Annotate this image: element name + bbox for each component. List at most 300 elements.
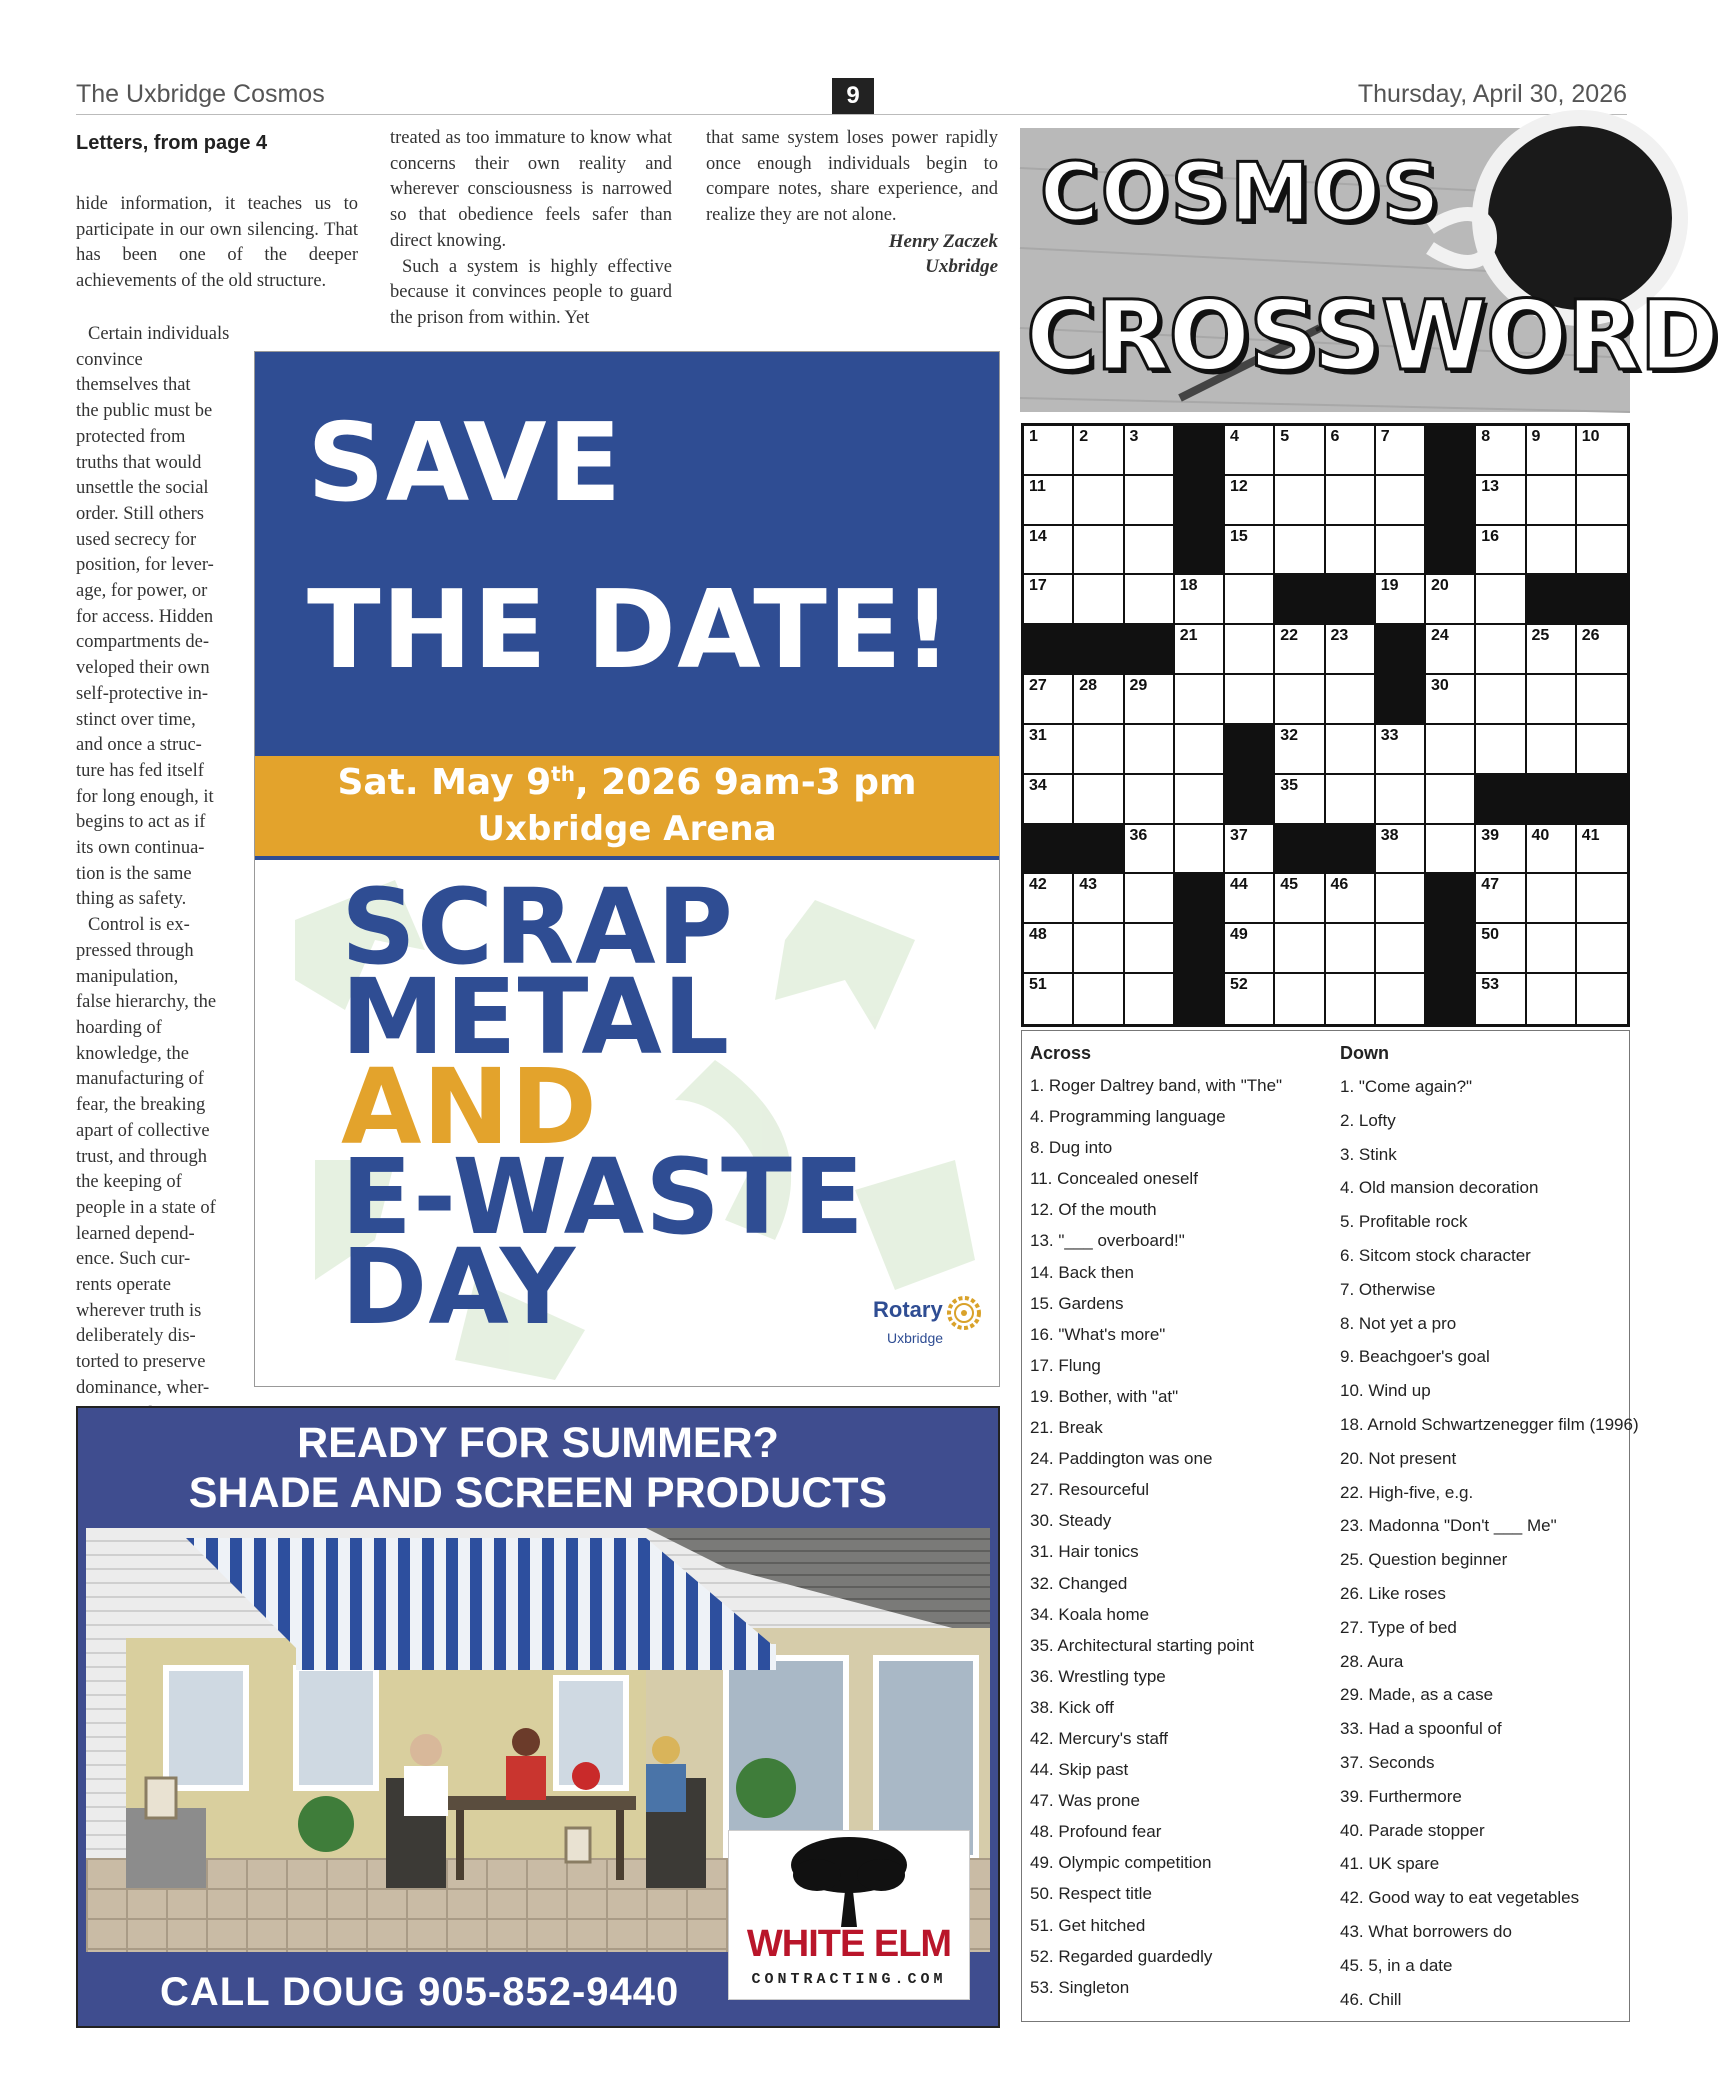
crossword-cell[interactable]: [1426, 575, 1476, 625]
letters-line: begins to act as if: [76, 812, 206, 833]
letters-line: stinct over time,: [76, 709, 196, 730]
cell-number: 44: [1230, 876, 1248, 894]
crossword-cell[interactable]: [1376, 526, 1426, 576]
crossword-cell[interactable]: [1577, 426, 1627, 476]
crossword-cell[interactable]: [1125, 825, 1175, 875]
crossword-cell[interactable]: [1225, 874, 1275, 924]
crossword-block: [1175, 874, 1225, 924]
cell-number: 6: [1330, 428, 1340, 445]
cell-number: 12: [1230, 477, 1248, 495]
crossword-cell[interactable]: [1476, 526, 1526, 576]
crossword-cell[interactable]: [1275, 775, 1325, 825]
letters-line: pressed through: [76, 940, 194, 961]
cell-number: 11: [1029, 477, 1046, 495]
sponsor-name: Rotary: [873, 1297, 943, 1323]
crossword-cell[interactable]: [1426, 625, 1476, 675]
down-clue: 8. Not yet a pro: [1340, 1313, 1457, 1333]
crossword-cell[interactable]: [1326, 974, 1376, 1024]
crossword-cell[interactable]: [1476, 974, 1526, 1024]
across-clue: 48. Profound fear: [1030, 1822, 1162, 1842]
crossword-block: [1225, 775, 1275, 825]
crossword-cell[interactable]: [1275, 974, 1325, 1024]
cell-number: 32: [1280, 726, 1299, 744]
down-clue: 39. Furthermore: [1340, 1786, 1462, 1806]
crossword-cell[interactable]: [1275, 874, 1325, 924]
crossword-block: [1024, 825, 1074, 875]
cell-number: 26: [1581, 627, 1600, 645]
across-clue: 32. Changed: [1030, 1573, 1128, 1593]
crossword-cell[interactable]: [1527, 675, 1577, 725]
letters-line: order. Still others: [76, 503, 204, 524]
crossword-cell[interactable]: [1577, 974, 1627, 1024]
crossword-cell[interactable]: [1376, 874, 1426, 924]
down-clue: 18. Arnold Schwartzenegger film (1996): [1340, 1414, 1639, 1434]
crossword-cell[interactable]: [1275, 625, 1325, 675]
logo-subtitle: CONTRACTING.COM: [751, 1971, 947, 1988]
across-clue: 52. Regarded guardedly: [1030, 1946, 1213, 1966]
letters-line: manipulation,: [76, 966, 179, 987]
cell-number: 53: [1481, 976, 1500, 994]
crossword-cell[interactable]: [1074, 526, 1124, 576]
crossword-cell[interactable]: [1426, 725, 1476, 775]
letters-line: truths that would: [76, 452, 202, 473]
cell-number: 22: [1280, 627, 1299, 645]
crossword-cell[interactable]: [1225, 625, 1275, 675]
crossword-cell[interactable]: [1125, 675, 1175, 725]
crossword-block: [1577, 775, 1627, 825]
crossword-block: [1577, 575, 1627, 625]
crossword-block: [1426, 526, 1476, 576]
crossword-block: [1125, 625, 1175, 675]
crossword-cell[interactable]: [1225, 426, 1275, 476]
cell-number: 7: [1380, 428, 1390, 445]
across-clue: 4. Programming language: [1030, 1107, 1226, 1127]
down-clue: 41. UK spare: [1340, 1854, 1440, 1874]
crossword-cell[interactable]: [1577, 725, 1627, 775]
cell-number: 43: [1079, 876, 1098, 894]
cell-number: 52: [1230, 976, 1248, 994]
crossword-cell[interactable]: [1275, 675, 1325, 725]
crossword-cell[interactable]: [1225, 526, 1275, 576]
event-name-line: SCRAP: [341, 866, 735, 988]
letters-line: learned depend-: [76, 1223, 195, 1244]
crossword-cell[interactable]: [1577, 625, 1627, 675]
crossword-cell[interactable]: [1426, 825, 1476, 875]
letters-line: Control is ex-: [88, 915, 190, 936]
crossword-cell[interactable]: [1376, 426, 1426, 476]
crossword-block: [1426, 974, 1476, 1024]
crossword-block: [1326, 575, 1376, 625]
crossword-cell[interactable]: [1175, 625, 1225, 675]
headline-line: SHADE AND SCREEN PRODUCTS: [188, 1469, 888, 1517]
crossword-cell[interactable]: [1326, 924, 1376, 974]
letters-line: its own continua-: [76, 838, 205, 859]
call-doug-phone[interactable]: CALL DOUG 905-852-9440: [160, 1970, 680, 2014]
letters-paragraph: that same system loses power rapidly once enough individuals begin to compare notes, share experience, and realize they are not alone.: [706, 128, 998, 226]
letters-paragraph: hide information, it teaches us to participate in our own silencing. That has been one of the deeper achievements of the old structure.: [76, 194, 358, 292]
crossword-cell[interactable]: [1527, 526, 1577, 576]
crossword-cell[interactable]: [1275, 526, 1325, 576]
down-clue: 26. Like roses: [1340, 1583, 1446, 1603]
crossword-cell[interactable]: [1476, 924, 1526, 974]
save-the-date-ad[interactable]: [254, 351, 1000, 1387]
crossword-cell[interactable]: [1024, 874, 1074, 924]
cell-number: 51: [1029, 976, 1047, 994]
letters-paragraph: Such a system is highly effective because it convinces people to guard the prison from within. Yet: [390, 256, 672, 328]
rotary-logo: [873, 1296, 983, 1346]
crossword-cell[interactable]: [1175, 775, 1225, 825]
letters-line: the keeping of: [76, 1172, 182, 1193]
crossword-cell[interactable]: [1275, 924, 1325, 974]
across-clue: 51. Get hitched: [1030, 1915, 1146, 1935]
crossword-cell[interactable]: [1175, 825, 1225, 875]
letters-line: ence. Such cur-: [76, 1249, 191, 1270]
rotary-wheel-icon: [947, 1296, 981, 1330]
cell-number: 28: [1079, 677, 1098, 695]
crossword-cell[interactable]: [1125, 426, 1175, 476]
crossword-block: [1175, 526, 1225, 576]
crossword-cell[interactable]: [1074, 775, 1124, 825]
across-clue: 11. Concealed oneself: [1030, 1169, 1198, 1189]
down-clues: [1340, 1043, 1639, 2016]
crossword-cell[interactable]: [1024, 775, 1074, 825]
crossword-cell[interactable]: [1476, 725, 1526, 775]
crossword-cell[interactable]: [1074, 476, 1124, 526]
crossword-cell[interactable]: [1225, 575, 1275, 625]
crossword-cell[interactable]: [1326, 526, 1376, 576]
cell-number: 36: [1129, 826, 1148, 844]
across-clue: 12. Of the mouth: [1030, 1200, 1157, 1220]
crossword-cell[interactable]: [1024, 476, 1074, 526]
across-clue: 35. Architectural starting point: [1030, 1635, 1254, 1655]
crossword-cell[interactable]: [1577, 924, 1627, 974]
crossword-block: [1426, 924, 1476, 974]
cell-number: 34: [1029, 776, 1047, 794]
white-elm-logo: [728, 1830, 970, 2000]
crossword-cell[interactable]: [1024, 675, 1074, 725]
crossword-cell[interactable]: [1225, 825, 1275, 875]
across-clue: 47. Was prone: [1030, 1791, 1140, 1811]
down-clue: 10. Wind up: [1340, 1381, 1431, 1401]
letters-col3: [706, 126, 998, 279]
crossword-block: [1275, 575, 1325, 625]
crossword-cell[interactable]: [1326, 476, 1376, 526]
crossword-cell[interactable]: [1527, 625, 1577, 675]
crossword-clues: [1021, 1030, 1639, 2022]
crossword-cell[interactable]: [1175, 725, 1225, 775]
signature-place: Uxbridge: [925, 255, 998, 277]
crossword-cell[interactable]: [1527, 825, 1577, 875]
cell-number: 15: [1230, 527, 1248, 545]
cell-number: 23: [1330, 627, 1349, 645]
cell-number: 16: [1481, 527, 1500, 545]
crossword-cell[interactable]: [1125, 476, 1175, 526]
crossword-cell[interactable]: [1527, 974, 1577, 1024]
across-clue: 21. Break: [1030, 1418, 1103, 1438]
across-clue: 42. Mercury's staff: [1030, 1728, 1169, 1748]
down-clue: 6. Sitcom stock character: [1340, 1245, 1531, 1265]
page-number: 9: [832, 78, 874, 114]
crossword-cell[interactable]: [1527, 725, 1577, 775]
letters-line: age, for power, or: [76, 581, 208, 602]
crossword-cell[interactable]: [1024, 526, 1074, 576]
cell-number: 10: [1581, 428, 1600, 445]
crossword-cell[interactable]: [1326, 675, 1376, 725]
across-clue: 53. Singleton: [1030, 1977, 1130, 1997]
cell-number: 9: [1531, 428, 1541, 445]
crossword-cell[interactable]: [1225, 675, 1275, 725]
crossword-cell[interactable]: [1024, 725, 1074, 775]
across-clue: 44. Skip past: [1030, 1760, 1129, 1780]
cell-number: 19: [1380, 577, 1399, 595]
crossword-block: [1426, 874, 1476, 924]
crossword-cell[interactable]: [1024, 575, 1074, 625]
letters-line: rents operate: [76, 1275, 172, 1296]
across-clue: 50. Respect title: [1030, 1884, 1152, 1904]
cell-number: 1: [1029, 428, 1038, 445]
crossword-cell[interactable]: [1074, 725, 1124, 775]
crossword-cell[interactable]: [1476, 426, 1526, 476]
letters-line: for access. Hidden: [76, 606, 214, 627]
crossword-block: [1476, 775, 1526, 825]
crossword-cell[interactable]: [1527, 476, 1577, 526]
cell-number: 39: [1481, 826, 1500, 844]
crossword-cell[interactable]: [1527, 874, 1577, 924]
crossword-cell[interactable]: [1326, 874, 1376, 924]
crossword-cell[interactable]: [1476, 575, 1526, 625]
crossword-cell[interactable]: [1426, 675, 1476, 725]
across-clue: 19. Bother, with "at": [1030, 1386, 1179, 1406]
crossword-block: [1175, 924, 1225, 974]
crossword-block: [1376, 675, 1426, 725]
crossword-cell[interactable]: [1275, 476, 1325, 526]
letters-line: Certain individuals convince: [76, 324, 230, 370]
crossword-cell[interactable]: [1527, 924, 1577, 974]
crossword-cell[interactable]: [1125, 575, 1175, 625]
event-date: Sat. May 9th, 2026 9am-3 pm: [337, 762, 917, 803]
crossword-cell[interactable]: [1376, 725, 1426, 775]
crossword-cell[interactable]: [1074, 874, 1124, 924]
letters-line: unsettle the social: [76, 478, 209, 499]
letters-line: veloped their own: [76, 658, 210, 679]
cell-number: 38: [1380, 826, 1399, 844]
crossword-cell[interactable]: [1476, 825, 1526, 875]
cell-number: 31: [1029, 726, 1047, 744]
event-name: [341, 866, 865, 1348]
letters-col1: [76, 322, 231, 1427]
crossword-block: [1175, 476, 1225, 526]
cell-number: 24: [1431, 627, 1449, 645]
crossword-cell[interactable]: [1125, 775, 1175, 825]
down-clue: 9. Beachgoer's goal: [1340, 1347, 1490, 1367]
crossword-cell[interactable]: [1024, 974, 1074, 1024]
across-clue: 38. Kick off: [1030, 1697, 1114, 1717]
crossword-cell[interactable]: [1125, 526, 1175, 576]
across-clue: 13. "___ overboard!": [1030, 1231, 1185, 1251]
across-clue: 15. Gardens: [1030, 1293, 1124, 1313]
letters-line: knowledge, the: [76, 1043, 190, 1064]
crossword-cell[interactable]: [1074, 924, 1124, 974]
down-clue: 29. Made, as a case: [1340, 1685, 1494, 1705]
across-clue: 49. Olympic competition: [1030, 1853, 1212, 1873]
crossword-cell[interactable]: [1175, 675, 1225, 725]
crossword-block: [1024, 625, 1074, 675]
event-name-line: METAL: [341, 956, 731, 1078]
crossword-title-line1: COSMOS: [1040, 146, 1442, 239]
header-rule: [76, 114, 1627, 115]
crossword-cell[interactable]: [1225, 924, 1275, 974]
down-clue: 4. Old mansion decoration: [1340, 1178, 1539, 1198]
shade-screen-ad[interactable]: [76, 1406, 1000, 2028]
crossword-cell[interactable]: [1476, 625, 1526, 675]
across-clue: 31. Hair tonics: [1030, 1542, 1139, 1562]
down-clue: 3. Stink: [1340, 1144, 1397, 1164]
letters-line: dominance, wher-: [76, 1377, 210, 1398]
issue-date: Thursday, April 30, 2026: [1357, 80, 1627, 108]
crossword-cell[interactable]: [1577, 675, 1627, 725]
crossword-block: [1225, 725, 1275, 775]
crossword-cell[interactable]: [1376, 974, 1426, 1024]
down-clue: 23. Madonna "Don't ___ Me": [1340, 1516, 1557, 1536]
crossword-cell[interactable]: [1476, 476, 1526, 526]
letters-line: compartments de-: [76, 632, 210, 653]
crossword-cell[interactable]: [1125, 924, 1175, 974]
letters-line: people in a state of: [76, 1197, 216, 1218]
crossword-block: [1275, 825, 1325, 875]
cell-number: 20: [1431, 577, 1449, 595]
cell-number: 13: [1481, 477, 1500, 495]
crossword-block: [1376, 625, 1426, 675]
cell-number: 2: [1079, 428, 1089, 445]
across-clue: 17. Flung: [1030, 1355, 1101, 1375]
crossword-cell[interactable]: [1376, 924, 1426, 974]
across-clue: 36. Wrestling type: [1030, 1666, 1166, 1686]
elm-tree-icon: [729, 1831, 969, 1927]
cell-number: 17: [1029, 577, 1047, 595]
crossword-cell[interactable]: [1125, 725, 1175, 775]
across-clue: 27. Resourceful: [1030, 1480, 1150, 1500]
signature-name: Henry Zaczek: [888, 230, 998, 252]
crossword-cell[interactable]: [1376, 775, 1426, 825]
crossword-cell[interactable]: [1577, 825, 1627, 875]
cell-number: 45: [1280, 876, 1299, 894]
letters-line: used secrecy for: [76, 529, 197, 550]
cell-number: 30: [1431, 677, 1449, 695]
across-clue: 1. Roger Daltrey band, with "The": [1030, 1076, 1283, 1095]
cell-number: 14: [1029, 527, 1047, 545]
crossword-cell[interactable]: [1275, 725, 1325, 775]
crossword-cell[interactable]: [1175, 575, 1225, 625]
letters-line: manufacturing of: [76, 1069, 204, 1090]
crossword-block: [1527, 775, 1577, 825]
letters-line: tion is the same: [76, 863, 192, 884]
down-clue: 42. Good way to eat vegetables: [1340, 1888, 1580, 1908]
cell-number: 27: [1029, 677, 1047, 695]
down-clue: 20. Not present: [1340, 1448, 1457, 1468]
crossword-block: [1175, 974, 1225, 1024]
crossword-cell[interactable]: [1074, 575, 1124, 625]
down-heading: Down: [1340, 1043, 1389, 1063]
crossword-cell[interactable]: [1326, 725, 1376, 775]
crossword-cell[interactable]: [1376, 476, 1426, 526]
cell-number: 5: [1280, 428, 1290, 445]
crossword-cell[interactable]: [1326, 625, 1376, 675]
letters-line: and once a struc-: [76, 735, 202, 756]
ad-blue-panel: [255, 352, 999, 756]
down-clue: 33. Had a spoonful of: [1340, 1719, 1502, 1739]
letters-line: the public must be: [76, 401, 213, 422]
crossword-cell[interactable]: [1225, 476, 1275, 526]
crossword-block: [1074, 625, 1124, 675]
crossword-cell[interactable]: [1074, 974, 1124, 1024]
letters-line: deliberately dis-: [76, 1326, 196, 1347]
letters-col2: [390, 126, 672, 332]
crossword-cell[interactable]: [1326, 775, 1376, 825]
letters-kicker: Letters, from page 4: [76, 132, 268, 154]
cell-number: 42: [1029, 876, 1047, 894]
letters-line: apart of collective: [76, 1120, 210, 1141]
event-name-line: AND: [341, 1046, 598, 1168]
crossword-cell[interactable]: [1125, 874, 1175, 924]
letters-line: trust, and through: [76, 1146, 208, 1167]
down-clue: 2. Lofty: [1340, 1110, 1396, 1130]
crossword-block: [1074, 825, 1124, 875]
ad-headline: [78, 1418, 998, 1518]
down-clue: 45. 5, in a date: [1340, 1955, 1453, 1975]
crossword-cell[interactable]: [1074, 426, 1124, 476]
cell-number: 35: [1280, 776, 1299, 794]
crossword-block: [1527, 575, 1577, 625]
cell-number: 33: [1380, 726, 1399, 744]
crossword-cell[interactable]: [1577, 526, 1627, 576]
crossword-cell[interactable]: [1024, 924, 1074, 974]
down-clue: 28. Aura: [1340, 1651, 1404, 1671]
down-clue: 27. Type of bed: [1340, 1617, 1457, 1637]
cell-number: 41: [1581, 826, 1600, 844]
cell-number: 47: [1481, 876, 1500, 894]
crossword-cell[interactable]: [1426, 775, 1476, 825]
crossword-cell[interactable]: [1376, 825, 1426, 875]
crossword-cell[interactable]: [1125, 974, 1175, 1024]
crossword-cell[interactable]: [1577, 476, 1627, 526]
across-clue: 14. Back then: [1030, 1262, 1134, 1282]
across-clues: [1030, 1043, 1330, 2003]
across-heading: Across: [1030, 1043, 1092, 1063]
crossword-cell[interactable]: [1024, 426, 1074, 476]
crossword-cell[interactable]: [1225, 974, 1275, 1024]
across-clue: 8. Dug into: [1030, 1138, 1113, 1158]
down-clue: 40. Parade stopper: [1340, 1820, 1485, 1840]
down-clue: 46. Chill: [1340, 1989, 1402, 2009]
crossword-cell[interactable]: [1376, 575, 1426, 625]
cell-number: 8: [1481, 428, 1491, 445]
crossword-cell[interactable]: [1275, 426, 1325, 476]
letters-line: torted to preserve: [76, 1352, 206, 1373]
crossword-cell[interactable]: [1527, 426, 1577, 476]
down-clue: 1. "Come again?": [1340, 1077, 1473, 1096]
sponsor-subtitle: Uxbridge: [887, 1330, 944, 1346]
crossword-cell[interactable]: [1577, 874, 1627, 924]
crossword-grid[interactable]: [1021, 423, 1630, 1027]
letters-line: position, for lever-: [76, 555, 214, 576]
crossword-cell[interactable]: [1326, 426, 1376, 476]
letters-line: protected from: [76, 426, 186, 447]
headline-line: READY FOR SUMMER?: [297, 1419, 779, 1467]
crossword-cell[interactable]: [1074, 675, 1124, 725]
crossword-cell[interactable]: [1476, 675, 1526, 725]
save-the-date-title: [307, 380, 953, 714]
crossword-cell[interactable]: [1476, 874, 1526, 924]
